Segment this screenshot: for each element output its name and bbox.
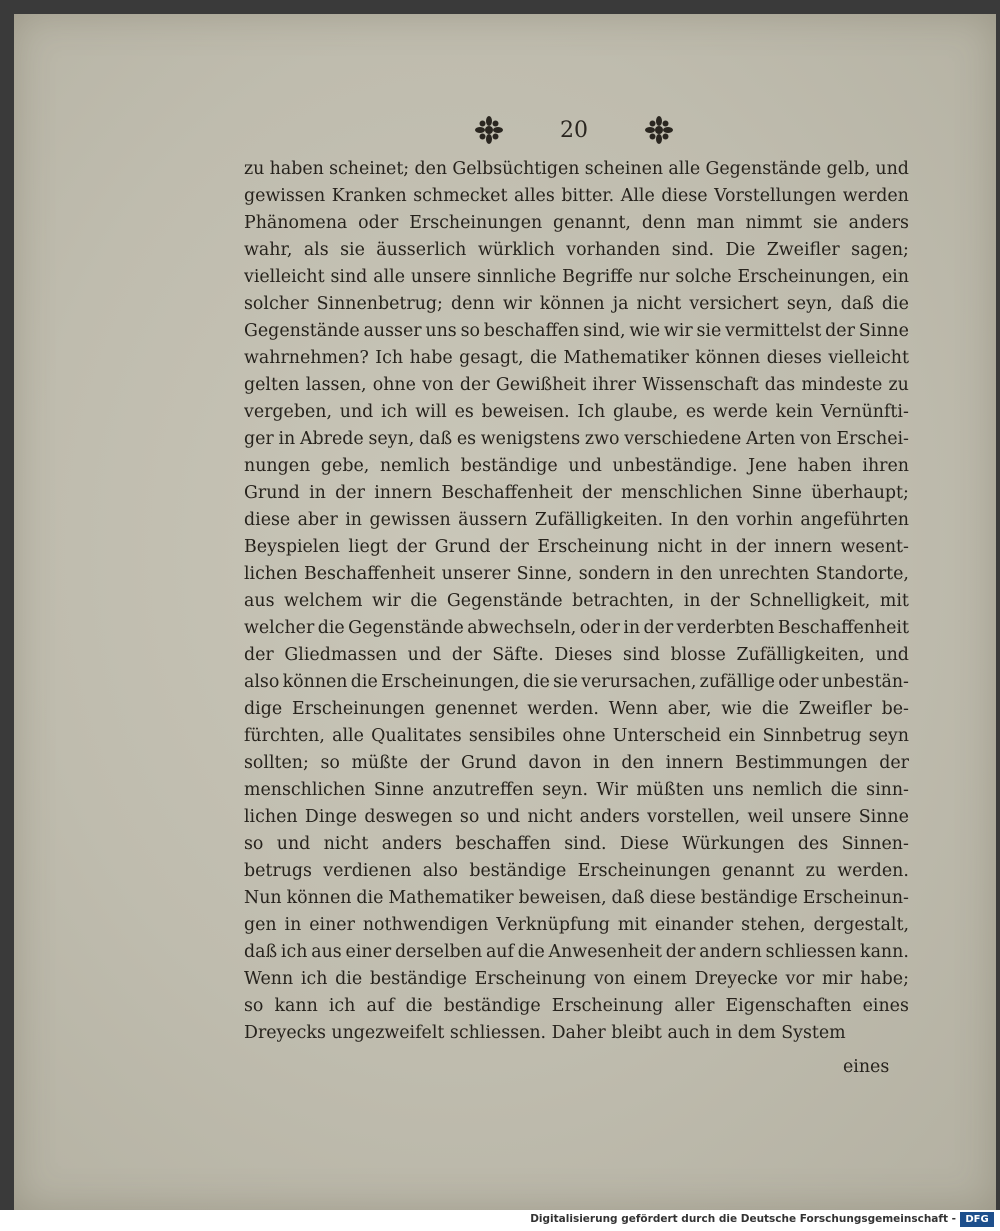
- body-text: [244, 156, 909, 1047]
- text-line: der Gliedmassen und der Säfte. Dieses sind blosse Zufälligkeiten, und: [244, 645, 909, 665]
- text-line: aus welchem wir die Gegenstände betrachten, in der Schnelligkeit, mit: [244, 591, 909, 611]
- text-line: solcher Sinnenbetrug; denn wir können ja nicht versichert seyn, daß die: [244, 294, 909, 314]
- text-line: wahrnehmen? Ich habe gesagt, die Mathematiker können dieses vielleicht: [244, 348, 909, 368]
- footer: [0, 1210, 1000, 1231]
- text-line: ger in Abrede seyn, daß es wenigstens zwo verschiedene Arten von Erschei-: [244, 429, 909, 449]
- text-line: gelten lassen, ohne von der Gewißheit ihrer Wissenschaft das mindeste zu: [244, 375, 909, 395]
- text-line: fürchten, alle Qualitates sensibiles ohne Unterscheid ein Sinnbetrug seyn: [244, 726, 909, 746]
- fleuron-icon: [474, 115, 504, 145]
- fleuron-icon: [644, 115, 674, 145]
- text-line: zu haben scheinet; den Gelbsüchtigen scheinen alle Gegenstände gelb, und: [244, 159, 909, 179]
- funding-credit: Digitalisierung gefördert durch die Deutsche Forschungsgemeinschaft -: [530, 1213, 956, 1225]
- text-line: Wenn ich die beständige Erscheinung von einem Dreyecke vor mir habe;: [244, 969, 909, 989]
- text-line: Phänomena oder Erscheinungen genannt, denn man nimmt sie anders: [244, 213, 909, 233]
- page-header: [474, 112, 674, 148]
- text-line: lichen Dinge deswegen so und nicht anders vorstellen, weil unsere Sinne: [244, 807, 909, 827]
- text-line: lichen Beschaffenheit unserer Sinne, sondern in den unrechten Standorte,: [244, 564, 909, 584]
- dfg-logo: DFG: [960, 1212, 994, 1227]
- text-line: betrugs verdienen also beständige Erscheinungen genannt zu werden.: [244, 861, 909, 881]
- text-line: Dreyecks ungezweifelt schliessen. Daher bleibt auch in dem System: [244, 1023, 846, 1043]
- text-line: welcher die Gegenstände abwechseln, oder in der verderbten Beschaffenheit: [244, 618, 909, 638]
- text-line: gewissen Kranken schmecket alles bitter. Alle diese Vorstellungen werden: [244, 186, 909, 206]
- text-line: so und nicht anders beschaffen sind. Diese Würkungen des Sinnen-: [244, 834, 909, 854]
- text-line: diese aber in gewissen äussern Zufälligkeiten. In den vorhin angeführten: [244, 510, 909, 530]
- text-line: so kann ich auf die beständige Erscheinung aller Eigenschaften eines: [244, 996, 909, 1016]
- text-line: dige Erscheinungen genennet werden. Wenn aber, wie die Zweifler be-: [244, 699, 909, 719]
- text-line: sollten; so müßte der Grund davon in den innern Bestimmungen der: [244, 753, 909, 773]
- text-line: Gegenstände ausser uns so beschaffen sind, wie wir sie vermittelst der Sinne: [244, 321, 909, 341]
- text-line: vielleicht sind alle unsere sinnliche Begriffe nur solche Erscheinungen, ein: [244, 267, 909, 287]
- page-number: 20: [560, 117, 588, 143]
- text-line: gen in einer nothwendigen Verknüpfung mit einander stehen, dergestalt,: [244, 915, 909, 935]
- text-line: Beyspielen liegt der Grund der Erscheinung nicht in der innern wesent-: [244, 537, 909, 557]
- text-line: vergeben, und ich will es beweisen. Ich glaube, es werde kein Vernünfti-: [244, 402, 909, 422]
- text-line: Nun können die Mathematiker beweisen, daß diese beständige Erscheinun-: [244, 888, 909, 908]
- book-page: [14, 14, 996, 1210]
- catchword: eines: [843, 1057, 890, 1077]
- text-line: wahr, als sie äusserlich würklich vorhanden sind. Die Zweifler sagen;: [244, 240, 909, 260]
- text-line: Grund in der innern Beschaffenheit der menschlichen Sinne überhaupt;: [244, 483, 909, 503]
- text-line: daß ich aus einer derselben auf die Anwesenheit der andern schliessen kann.: [244, 942, 909, 962]
- text-line: menschlichen Sinne anzutreffen seyn. Wir müßten uns nemlich die sinn-: [244, 780, 909, 800]
- text-line: also können die Erscheinungen, die sie verursachen, zufällige oder unbestän-: [244, 672, 909, 692]
- text-line: nungen gebe, nemlich beständige und unbeständige. Jene haben ihren: [244, 456, 909, 476]
